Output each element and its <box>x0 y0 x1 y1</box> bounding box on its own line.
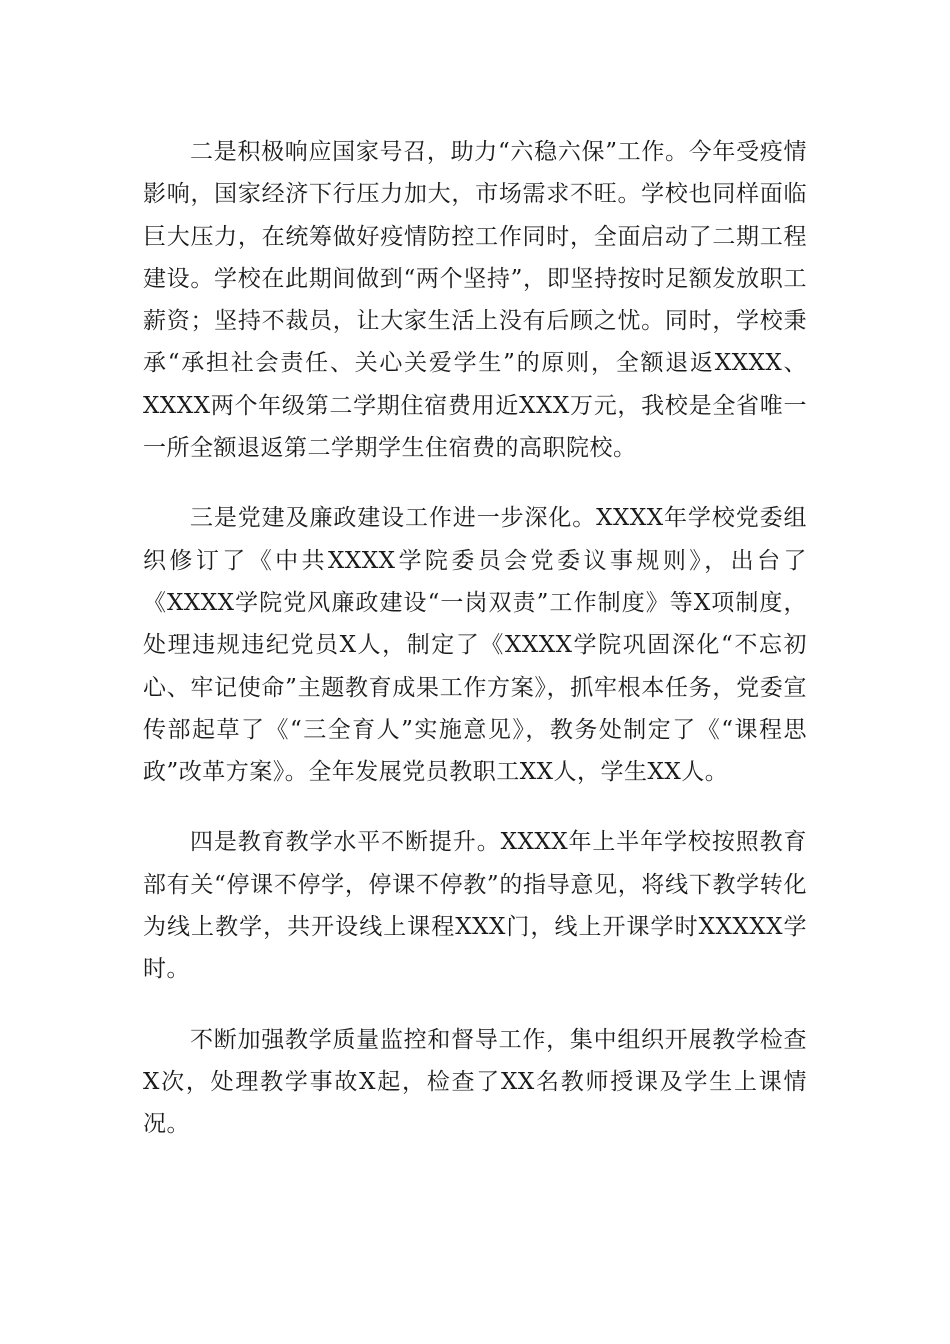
paragraph-teaching-level: 四是教育教学水平不断提升。XXXX年上半年学校按照教育部有关“停课不停学，停课不停教”的指导意见，将线下教学转化为线上教学，共开设线上课程XXX门，线上开课学时XXXXX学时。 <box>143 829 807 983</box>
paragraph-six-stability: 二是积极响应国家号召，助力“六稳六保”工作。今年受疫情影响，国家经济下行压力加大，市场需求不旺。学校也同样面临巨大压力，在统筹做好疫情防控工作同时，全面启动了二期工程建设。学校在此期间做到“两个坚持”，即坚持按时足额发放职工薪资；坚持不裁员，让大家生活上没有后顾之忧。同时，学校秉承“承担社会责任、关心关爱学生”的原则，全额退返XXXX、XXXX两个年级第二学期住宿费用近XXX万元，我校是全省唯一一所全额退返第二学期学生住宿费的高职院校。 <box>143 139 807 462</box>
paragraph-spacer <box>143 991 807 1019</box>
paragraph-spacer <box>143 469 807 497</box>
paragraph-spacer <box>143 793 807 821</box>
paragraph-party-building: 三是党建及廉政建设工作进一步深化。XXXX年学校党委组织修订了《中共XXXX学院委员会党委议事规则》，出台了《XXXX学院党风廉政建设“一岗双责”工作制度》等X项制度，处理违规违纪党员X人，制定了《XXXX学院巩固深化“不忘初心、牢记使命”主题教育成果工作方案》，抓牢根本任务，党委宣传部起草了《“三全育人”实施意见》，教务处制定了《“课程思政”改革方案》。全年发展党员教职工XX人，学生XX人。 <box>143 505 807 786</box>
document-body <box>143 131 807 1146</box>
paragraph-quality-monitoring: 不断加强教学质量监控和督导工作，集中组织开展教学检查X次，处理教学事故X起，检查了XX名教师授课及学生上课情况。 <box>143 1026 807 1138</box>
